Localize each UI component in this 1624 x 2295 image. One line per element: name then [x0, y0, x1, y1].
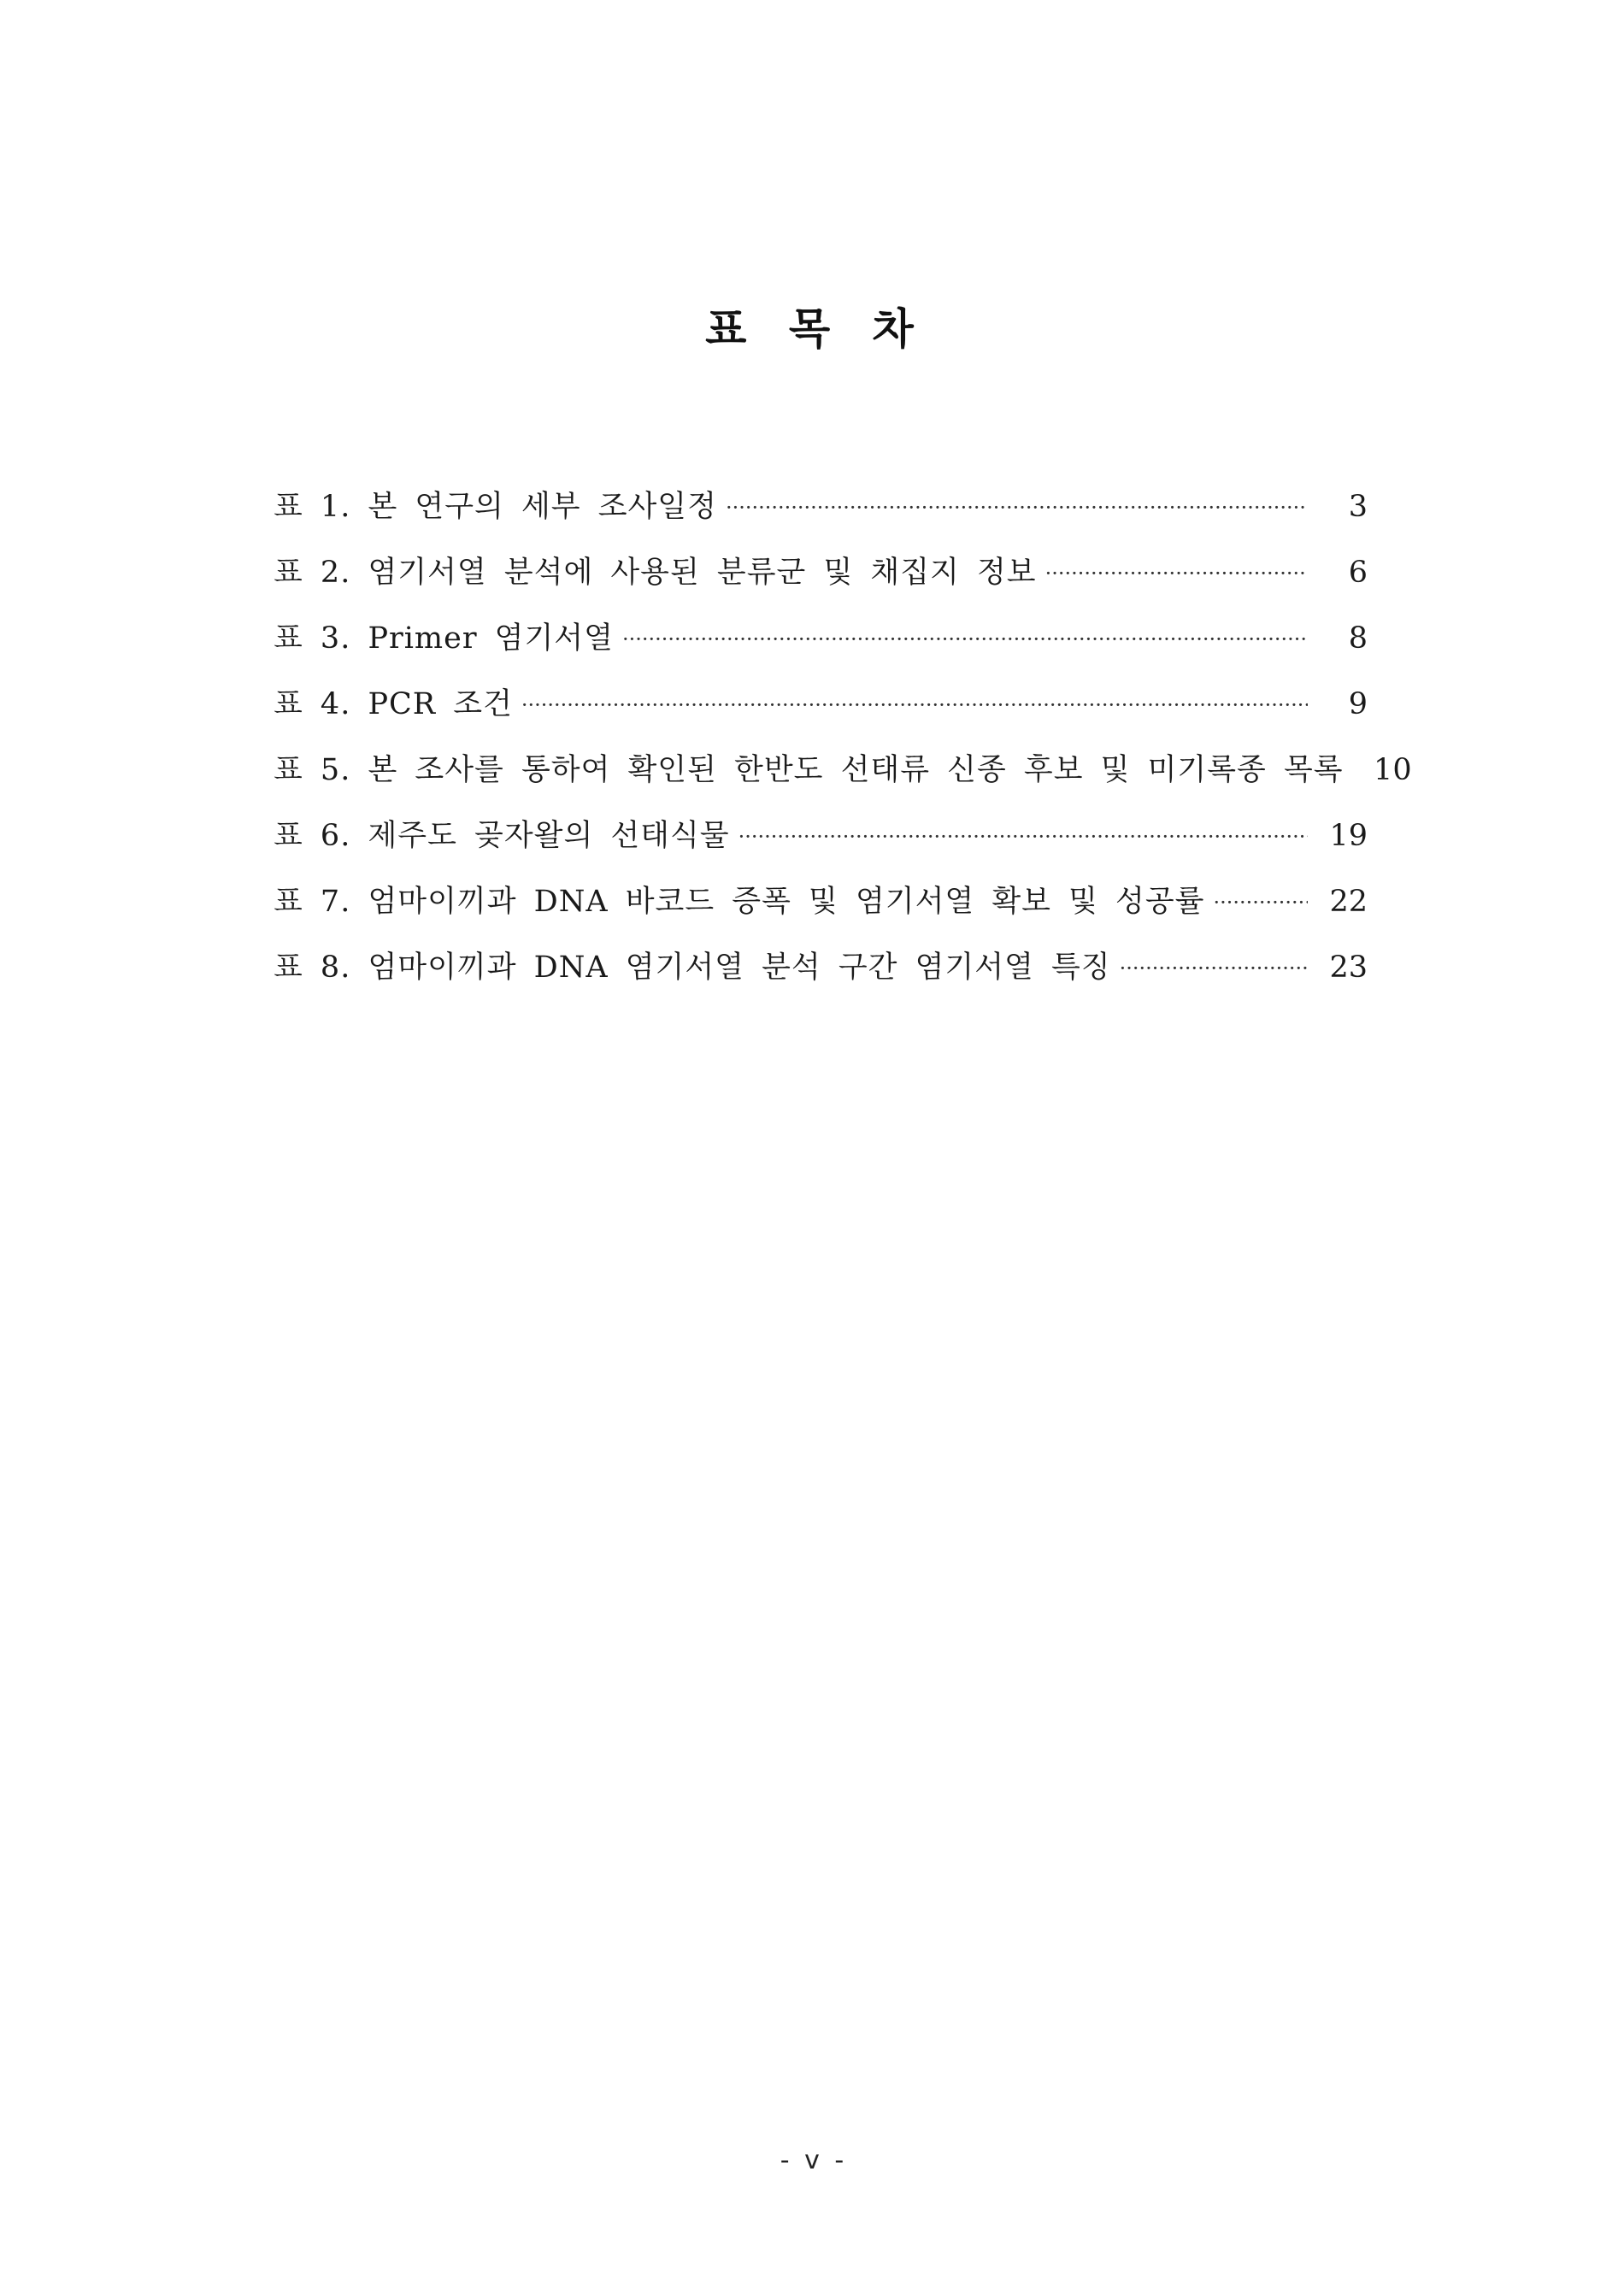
dot-leader	[1213, 870, 1308, 936]
toc-entry[interactable]	[274, 869, 1368, 935]
toc-entry[interactable]	[274, 803, 1368, 869]
toc-entry[interactable]	[274, 606, 1368, 672]
toc-entry-label: 표 2. 염기서열 분석에 사용된 분류군 및 채집지 정보	[274, 556, 1037, 590]
toc-entry-label: 표 6. 제주도 곶자왈의 선태식물	[274, 819, 730, 853]
dot-leader	[726, 475, 1308, 541]
toc-entry[interactable]	[274, 672, 1368, 738]
toc-entry-page: 6	[1348, 556, 1368, 590]
dot-leader	[1045, 541, 1308, 607]
page-number-footer: - v -	[780, 2145, 844, 2175]
dot-leader	[521, 673, 1308, 739]
toc-entry-page: 23	[1329, 950, 1368, 985]
toc-entry-label: 표 3. Primer 염기서열	[274, 621, 614, 656]
dot-leader	[1120, 936, 1308, 1002]
toc-entry-page: 8	[1348, 621, 1368, 656]
toc-entry-page: 10	[1374, 753, 1412, 787]
toc-entry-label: 표 8. 엄마이끼과 DNA 염기서열 분석 구간 염기서열 특징	[274, 950, 1111, 985]
toc-entry-page: 22	[1329, 885, 1368, 919]
toc-entry[interactable]	[274, 935, 1368, 1001]
toc-entry-page: 9	[1348, 687, 1368, 721]
toc-entry-label: 표 5. 본 조사를 통하여 확인된 한반도 선태류 신종 후보 및 미기록종 목록	[274, 753, 1344, 787]
dot-leader	[622, 607, 1308, 673]
table-of-contents	[274, 474, 1412, 1001]
toc-entry[interactable]	[274, 738, 1412, 803]
toc-entry[interactable]	[274, 540, 1368, 606]
toc-entry-label: 표 4. PCR 조건	[274, 687, 513, 721]
page-title: 표 목 차	[705, 303, 919, 354]
toc-entry[interactable]	[274, 474, 1368, 540]
toc-entry-label: 표 7. 엄마이끼과 DNA 바코드 증폭 및 염기서열 확보 및 성공률	[274, 885, 1205, 919]
dot-leader	[738, 804, 1308, 870]
toc-entry-page: 19	[1329, 819, 1368, 853]
toc-entry-label: 표 1. 본 연구의 세부 조사일정	[274, 490, 717, 524]
toc-entry-page: 3	[1348, 490, 1368, 524]
